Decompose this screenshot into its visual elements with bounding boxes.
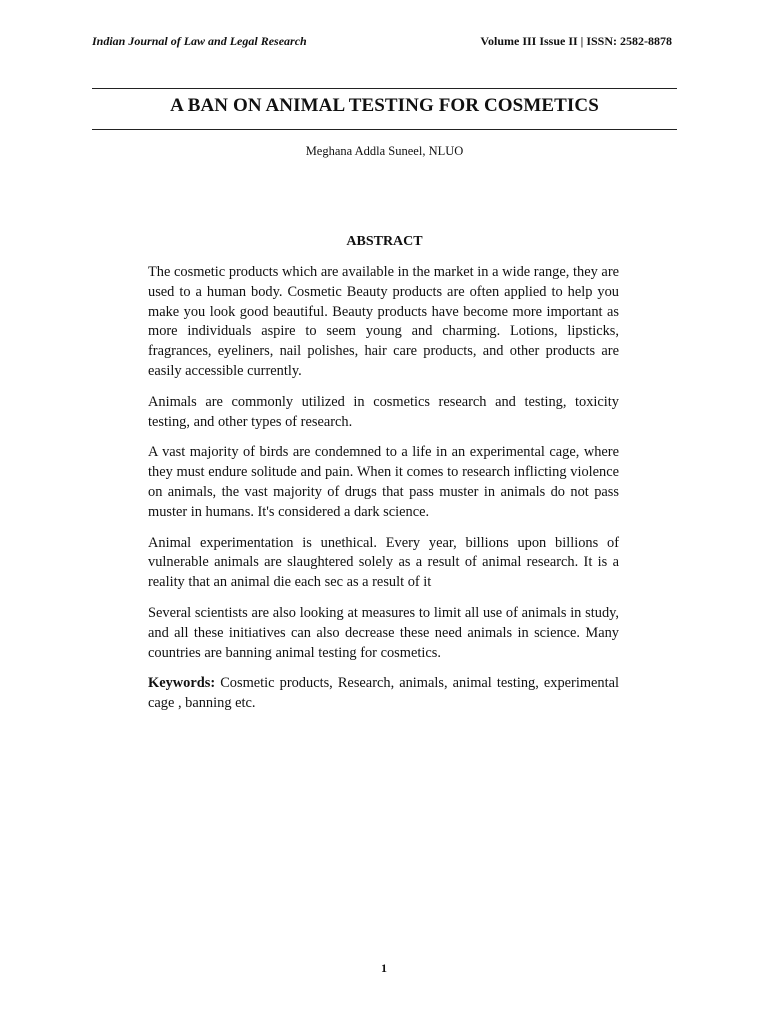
abstract-paragraph: Several scientists are also looking at measures to limit all use of animals in study, and all these initiatives can also decrease these need animals in science. Many countries are banning animal testing for cosmetics. [148,604,619,661]
title-rule-bottom [92,129,677,130]
issue-info: Volume III Issue II | ISSN: 2582-8878 [480,34,672,48]
keywords-label: Keywords: [148,675,216,692]
abstract-paragraph: Animals are commonly utilized in cosmetics research and testing, toxicity testing, and other types of research. [148,393,619,430]
author-line: Meghana Addla Suneel, NLUO [305,144,464,158]
title-rule-top [92,88,677,89]
abstract-body [148,263,619,725]
running-header [92,34,672,52]
abstract-paragraph: Animal experimentation is unethical. Every year, billions upon billions of vulnerable animals are slaughtered solely as a result of animal research. It is a reality that an animal die each sec as a result of it [148,534,619,591]
abstract-heading: ABSTRACT [346,234,423,249]
abstract-paragraph: A vast majority of birds are condemned to a life in an experimental cage, where they must endure solitude and pain. When it comes to research inflicting violence on animals, the vast majority of drugs that pass muster in animals do not pass muster in humans. It's considered a dark science. [148,444,619,520]
page-number: 1 [381,961,387,975]
paper-title: A BAN ON ANIMAL TESTING FOR COSMETICS [170,95,599,116]
keywords-paragraph [148,674,619,714]
journal-name: Indian Journal of Law and Legal Research [92,34,307,48]
keywords-text: Cosmetic products, Research, animals, animal testing, experimental cage , banning etc. [148,675,619,712]
abstract-paragraph: The cosmetic products which are available in the market in a wide range, they are used to a human body. Cosmetic Beauty products are often applied to help you make you look good beautiful. Beauty products have become more important as more individuals aspire to seem young and charming. Lotions, lipsticks, fragrances, eyeliners, nail polishes, hair care products, and other products are easily accessible currently. [148,264,619,379]
